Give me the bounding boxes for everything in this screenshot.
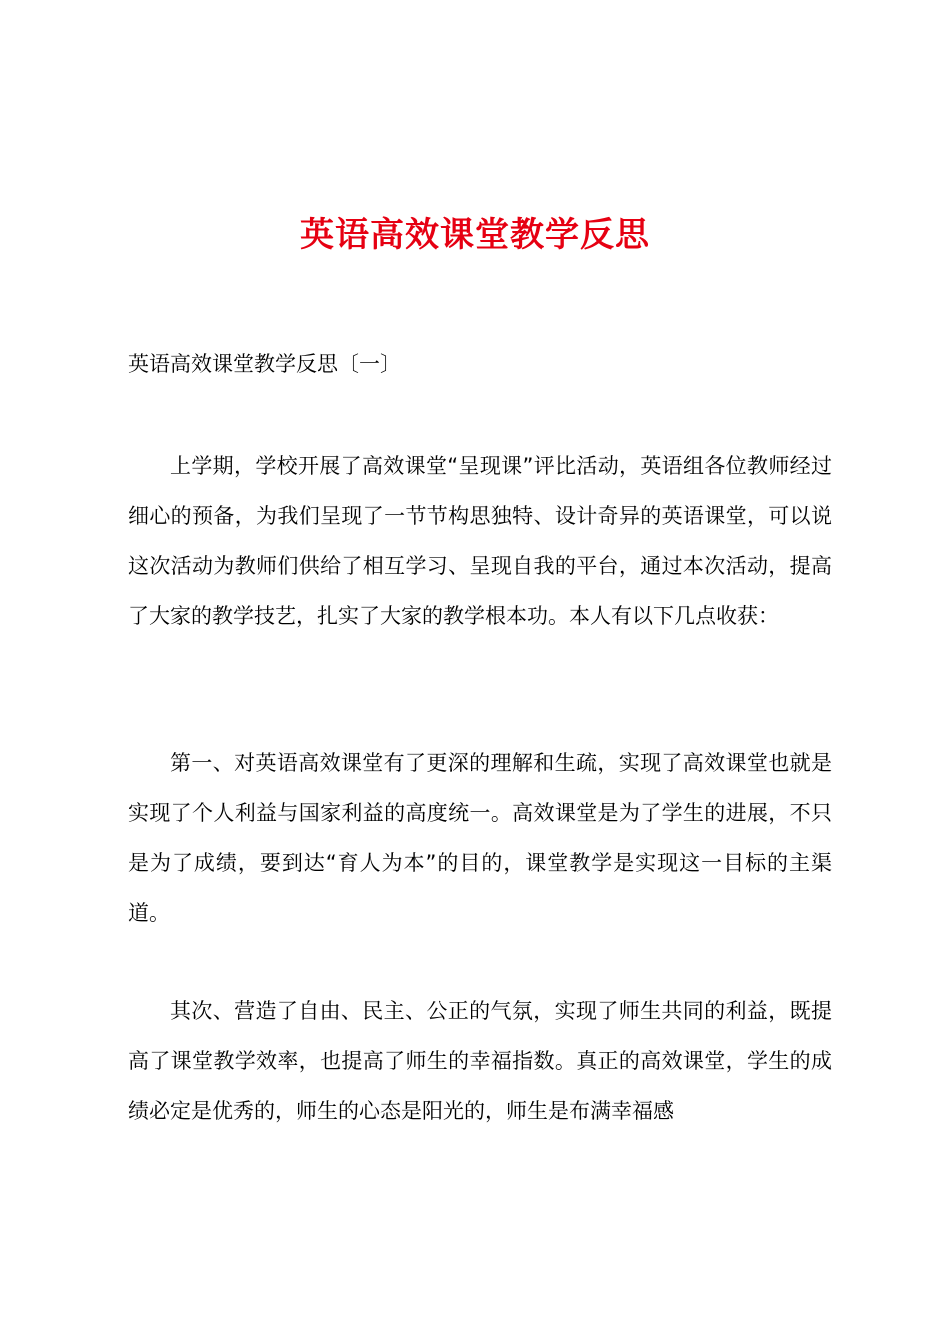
paragraph-1: 上学期，学校开展了高效课堂“呈现课”评比活动，英语组各位教师经过细心的预备，为我们呈现了一节节构思独特、设计奇异的英语课堂，可以说这次活动为教师们供给了相互学习、呈现自我的平台，通过本次活动，提高了大家的教学技艺，扎实了大家的教学根本功。本人有以下几点收获： [128,454,832,628]
document-title: 英语高效课堂教学反思 [300,215,650,255]
paragraph-3: 其次、营造了自由、民主、公正的气氛，实现了师生共同的利益，既提高了课堂教学效率，也提高了师生的幸福指数。真正的高效课堂，学生的成绩必定是优秀的，师生的心态是阳光的，师生是布满幸福感 [128,999,832,1123]
section-heading: 英语高效课堂教学反思〔一〕 [128,352,401,376]
paragraph-2: 第一、对英语高效课堂有了更深的理解和生疏，实现了高效课堂也就是实现了个人利益与国家利益的高度统一。高效课堂是为了学生的进展，不只是为了成绩，要到达“育人为本”的目的，课堂教学是实现这一目标的主渠道。 [128,751,832,925]
